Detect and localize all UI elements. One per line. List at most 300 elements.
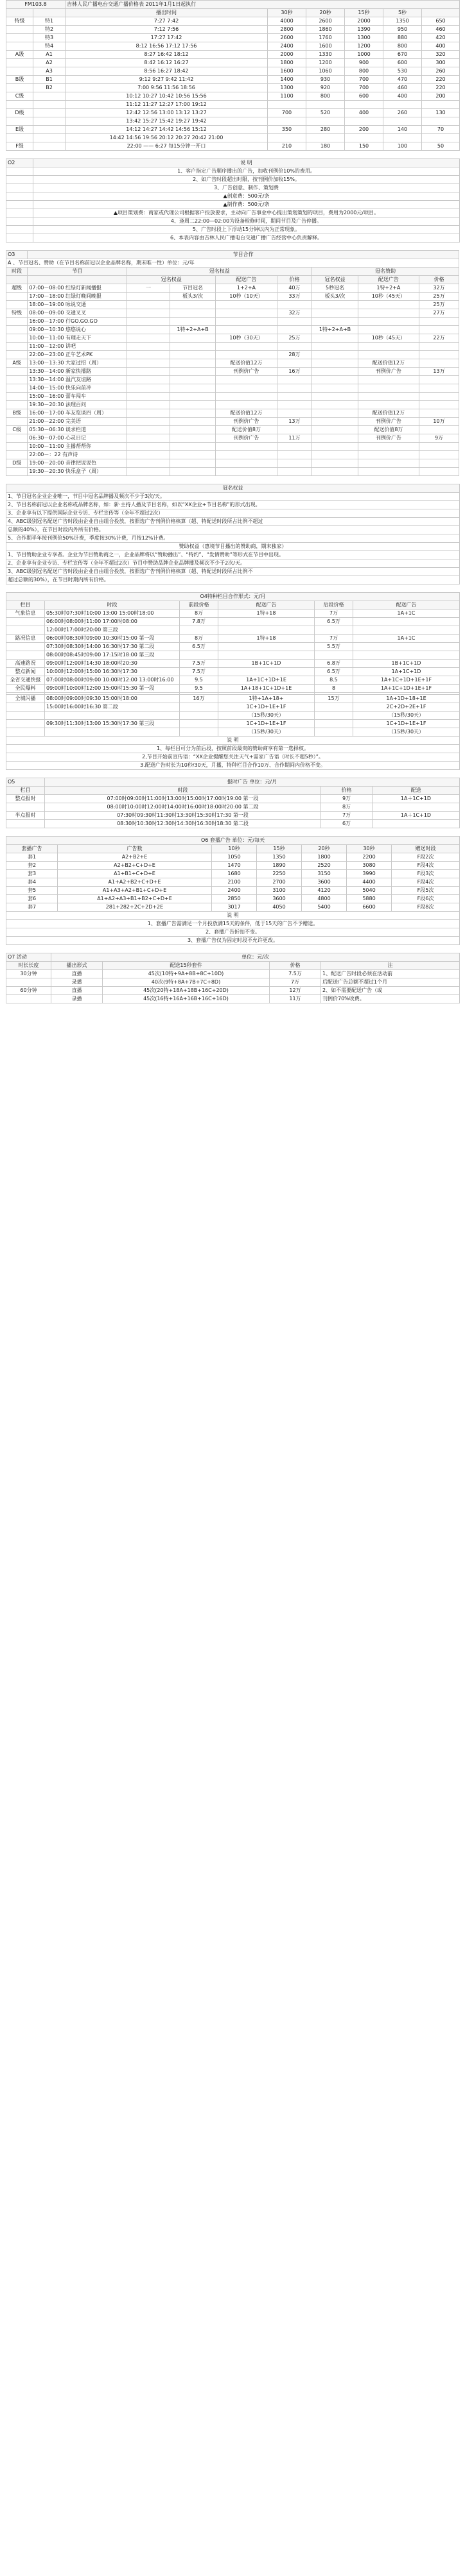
o6-head-pkg: 套播广告 bbox=[6, 845, 58, 853]
table-cell: 1330 bbox=[306, 51, 345, 59]
table-cell: 09:30时11:30时13:00 15:30时17:30 第三段 bbox=[45, 720, 180, 728]
table-cell bbox=[6, 67, 33, 76]
table-cell: 6、本表内容由吉林人民广播电台交通广播广告经营中心负责解释。 bbox=[33, 234, 460, 243]
fm-row bbox=[6, 34, 460, 42]
o4-row bbox=[6, 643, 460, 651]
table-cell: 6.5万 bbox=[180, 643, 218, 651]
table-cell bbox=[216, 326, 277, 334]
sponsor-row bbox=[6, 376, 459, 384]
table-cell: ▲创意费：500元/条 bbox=[33, 192, 460, 201]
table-cell: 22万 bbox=[419, 334, 459, 343]
table-cell: 刊例价广告 bbox=[358, 418, 419, 426]
table-cell: 4、逢周二22:00—02:00为设备检修时间，期间节目及广告停播。 bbox=[33, 218, 460, 226]
table-cell bbox=[6, 418, 28, 426]
table-cell: 08:30时10:30时12:30时14:30时16:30时18:30 第二段 bbox=[45, 820, 321, 828]
table-cell: 1+2+A bbox=[216, 284, 277, 293]
table-cell: 刊例价广告 bbox=[358, 434, 419, 443]
table-cell: 3150 bbox=[302, 870, 347, 878]
rights-row bbox=[6, 526, 460, 534]
table-cell: 1A+1C+1D+1E+1F bbox=[353, 685, 460, 693]
table-cell: 1A+1C+1D+1E+1F bbox=[353, 676, 460, 685]
table-cell bbox=[216, 309, 277, 318]
note-row bbox=[6, 234, 460, 243]
table-cell bbox=[312, 434, 358, 443]
table-cell bbox=[127, 459, 170, 468]
o3-title: 节目合作 bbox=[28, 251, 459, 259]
table-cell: F段5次 bbox=[392, 887, 460, 895]
table-cell bbox=[6, 184, 33, 192]
table-cell bbox=[127, 376, 170, 384]
table-cell bbox=[127, 343, 170, 351]
table-cell: 套2 bbox=[6, 862, 58, 870]
table-cell: 08:00时10:00时12:00时14:00时16:00时18:00时20:00 第二段 bbox=[45, 803, 321, 812]
fm-row bbox=[6, 142, 460, 151]
table-cell bbox=[33, 126, 66, 134]
table-cell bbox=[312, 451, 358, 459]
o6-note-title bbox=[6, 912, 460, 920]
table-cell bbox=[306, 101, 345, 109]
o5-table bbox=[6, 778, 460, 828]
table-cell: 1特+18 bbox=[218, 610, 315, 618]
sponsor-row bbox=[6, 326, 459, 334]
table-cell bbox=[6, 720, 45, 728]
table-cell: 2200 bbox=[347, 853, 392, 862]
o6-head-30s: 30秒 bbox=[347, 845, 392, 853]
table-cell bbox=[170, 426, 215, 434]
table-cell: 14:42 14:56 19:56 20:12 20:27 20:42 21:00 bbox=[66, 134, 268, 142]
table-cell bbox=[127, 393, 170, 401]
table-cell bbox=[315, 651, 353, 660]
table-cell bbox=[6, 176, 33, 184]
table-cell bbox=[312, 443, 358, 451]
table-cell bbox=[216, 451, 277, 459]
table-cell: 9万 bbox=[321, 795, 373, 803]
table-cell: 10秒（10天） bbox=[216, 293, 277, 301]
fm-row bbox=[6, 17, 460, 26]
fm-row bbox=[6, 84, 460, 92]
sponsor-row bbox=[6, 351, 459, 359]
o5-code: O5 bbox=[6, 778, 45, 787]
table-cell: 1特+2+A bbox=[358, 284, 419, 293]
table-cell bbox=[277, 426, 312, 434]
table-cell: B级 bbox=[6, 76, 33, 84]
table-cell: 5400 bbox=[302, 903, 347, 912]
table-cell: 50 bbox=[422, 142, 460, 151]
sponsor-row bbox=[6, 368, 459, 376]
o4-row bbox=[6, 668, 460, 676]
table-cell: A级 bbox=[6, 359, 28, 368]
o7-title: 单位：元/次 bbox=[51, 953, 460, 962]
table-cell bbox=[419, 376, 459, 384]
table-cell: C级 bbox=[6, 426, 28, 434]
table-cell: 280 bbox=[306, 126, 345, 134]
table-cell bbox=[419, 426, 459, 434]
o7-table bbox=[6, 953, 460, 1003]
table-cell bbox=[6, 34, 33, 42]
table-cell: 1特+18 bbox=[218, 635, 315, 643]
table-cell: 6.8万 bbox=[315, 660, 353, 668]
table-cell bbox=[6, 326, 28, 334]
table-cell: 800 bbox=[306, 92, 345, 101]
table-cell: 1特+2+A+B bbox=[170, 326, 215, 334]
table-cell bbox=[306, 117, 345, 126]
table-cell: 700 bbox=[268, 109, 306, 117]
table-cell bbox=[170, 451, 215, 459]
table-cell: 16万 bbox=[180, 695, 218, 703]
rights-row bbox=[6, 509, 460, 518]
table-cell bbox=[6, 301, 28, 309]
table-cell bbox=[6, 820, 45, 828]
table-cell: 150 bbox=[345, 142, 383, 151]
table-cell: 1800 bbox=[302, 853, 347, 862]
sponsor-row bbox=[6, 334, 459, 343]
table-cell: 16万 bbox=[277, 368, 312, 376]
table-cell: 2、如广告时段超出时限，按刊例价加收15%。 bbox=[33, 176, 460, 184]
table-cell bbox=[419, 359, 459, 368]
table-cell: 13:30－14:00 温汽友谊路 bbox=[28, 376, 127, 384]
table-cell: 7:12 7:56 bbox=[66, 26, 268, 34]
rights-row bbox=[6, 501, 460, 509]
table-cell bbox=[127, 451, 170, 459]
rights-row bbox=[6, 534, 460, 543]
table-cell: 220 bbox=[422, 84, 460, 92]
table-cell: 3017 bbox=[212, 903, 257, 912]
table-cell: 特2 bbox=[33, 26, 66, 34]
table-cell: 5、合作期半年按刊例价50%计费，季度按30%计费，月按12%计费。 bbox=[6, 534, 460, 543]
table-cell: 板头3/次 bbox=[170, 293, 215, 301]
table-cell: 6600 bbox=[347, 903, 392, 912]
sponsor-row bbox=[6, 459, 459, 468]
table-cell bbox=[180, 703, 218, 712]
table-cell: 470 bbox=[383, 76, 422, 84]
table-cell: 超过总额的30%），在节目时期内所有价格。 bbox=[6, 576, 460, 584]
table-cell: 350 bbox=[268, 126, 306, 134]
table-cell bbox=[419, 459, 459, 468]
table-cell bbox=[6, 318, 28, 326]
table-cell bbox=[170, 443, 215, 451]
table-cell: 1A＋1C+1D bbox=[373, 795, 460, 803]
table-cell bbox=[312, 393, 358, 401]
table-cell bbox=[312, 301, 358, 309]
table-cell: A2 bbox=[33, 59, 66, 67]
table-cell: 1300 bbox=[268, 84, 306, 92]
table-cell bbox=[383, 101, 422, 109]
o6-row bbox=[6, 903, 460, 912]
table-cell: 套1 bbox=[6, 853, 58, 862]
table-cell: 2400 bbox=[268, 42, 306, 51]
table-cell bbox=[216, 459, 277, 468]
table-cell bbox=[358, 301, 419, 309]
table-cell: 700 bbox=[345, 76, 383, 84]
table-cell bbox=[312, 426, 358, 434]
table-cell: 10:00时12:00时15:00 16:30时17:30 bbox=[45, 668, 180, 676]
table-cell: 100 bbox=[383, 142, 422, 151]
o3-head-naming: 冠名权益 bbox=[127, 268, 312, 276]
table-cell: 5、广告时段上下浮动15分钟以内为正常现象。 bbox=[33, 226, 460, 234]
table-cell: 05:30－06:30 谈求栏道 bbox=[28, 426, 127, 434]
table-cell bbox=[170, 351, 215, 359]
table-cell: 16:00－17:00 车友览谈四（周） bbox=[28, 409, 127, 418]
table-cell bbox=[277, 443, 312, 451]
table-cell: 4050 bbox=[257, 903, 302, 912]
table-cell: 8万 bbox=[180, 610, 218, 618]
table-cell bbox=[312, 418, 358, 426]
table-cell: 3080 bbox=[347, 862, 392, 870]
table-cell bbox=[170, 318, 215, 326]
table-cell bbox=[6, 643, 45, 651]
table-cell: 1470 bbox=[212, 862, 257, 870]
table-cell: 13:42 15:27 15:42 19:27 19:42 bbox=[66, 117, 268, 126]
table-cell: 特级 bbox=[6, 309, 28, 318]
table-cell: 800 bbox=[383, 42, 422, 51]
rights-title-naming: 冠名权益 bbox=[6, 484, 460, 493]
table-cell bbox=[6, 192, 33, 201]
table-cell bbox=[419, 393, 459, 401]
table-cell: 2400 bbox=[212, 887, 257, 895]
table-cell: ▲项目策划费：商家或代理公司根据客户投放要求，主动向广告事业中心提出策划策划的项目，费用为2000元/项目。 bbox=[33, 209, 460, 218]
table-cell: 配送价值8万 bbox=[216, 426, 277, 434]
o5-row bbox=[6, 795, 460, 803]
table-cell bbox=[419, 343, 459, 351]
table-cell bbox=[277, 301, 312, 309]
o3-head-program: 节目 bbox=[28, 268, 127, 276]
fm-row bbox=[6, 92, 460, 101]
table-cell: 950 bbox=[383, 26, 422, 34]
o4-note bbox=[6, 745, 460, 753]
table-cell: 19:30－20:30 法理百问 bbox=[28, 401, 127, 409]
table-cell bbox=[180, 728, 218, 737]
table-cell: 12:42 12:56 13:00 13:12 13:27 bbox=[66, 109, 268, 117]
table-cell: 33万 bbox=[277, 293, 312, 301]
table-cell bbox=[6, 443, 28, 451]
table-cell: 1400 bbox=[268, 76, 306, 84]
table-cell: 10秒（45天） bbox=[358, 334, 419, 343]
table-cell: 14:12 14:27 14:42 14:56 15:12 bbox=[66, 126, 268, 134]
table-cell: （15秒/30天） bbox=[353, 712, 460, 720]
table-cell: F段6次 bbox=[392, 895, 460, 903]
table-cell bbox=[6, 101, 33, 109]
table-cell bbox=[315, 712, 353, 720]
sponsor-row bbox=[6, 301, 459, 309]
table-cell bbox=[315, 720, 353, 728]
table-cell: 2000 bbox=[268, 51, 306, 59]
table-cell: A2+B2+C+D+E bbox=[58, 862, 212, 870]
table-cell bbox=[6, 134, 33, 142]
o3-head-bonus: 配送广告 bbox=[216, 276, 277, 284]
table-cell: 路况信息 bbox=[6, 635, 45, 643]
table-cell bbox=[358, 326, 419, 334]
o6-row bbox=[6, 887, 460, 895]
table-cell bbox=[277, 318, 312, 326]
table-cell: 全民爆料 bbox=[6, 685, 45, 693]
table-cell bbox=[358, 318, 419, 326]
table-cell bbox=[315, 703, 353, 712]
table-cell: 21:00－22:00 完美语 bbox=[28, 418, 127, 426]
table-cell: 直播 bbox=[51, 970, 103, 978]
table-cell: 17:00－18:00 红绿灯晚间晚报 bbox=[28, 293, 127, 301]
table-cell bbox=[422, 117, 460, 126]
table-cell bbox=[127, 384, 170, 393]
sponsor-row bbox=[6, 418, 459, 426]
o4-note bbox=[6, 762, 460, 770]
table-cell: 930 bbox=[306, 76, 345, 84]
o4-head-back: 后段价格 bbox=[315, 601, 353, 610]
table-cell: 1A+1C bbox=[353, 635, 460, 643]
table-cell bbox=[170, 434, 215, 443]
table-cell: 刊例价70%收费。 bbox=[321, 995, 460, 1003]
table-cell: 气象信息 bbox=[6, 610, 45, 618]
fm-row bbox=[6, 59, 460, 67]
table-cell: 1C+1D+1E+1F bbox=[218, 720, 315, 728]
table-cell: 套7 bbox=[6, 903, 58, 912]
table-cell: 45次(20特+18A+18B+16C+20D) bbox=[103, 987, 270, 995]
table-cell bbox=[180, 626, 218, 635]
o4-head-front: 前段价格 bbox=[180, 601, 218, 610]
table-cell: 8:42 16:12 16:27 bbox=[66, 59, 268, 67]
table-cell: 1A+18+1C+1D+1E bbox=[218, 685, 315, 693]
table-cell bbox=[277, 359, 312, 368]
table-cell: 4120 bbox=[302, 887, 347, 895]
table-cell: 1A+1C+1D bbox=[353, 668, 460, 676]
o5-head-col: 栏目 bbox=[6, 787, 45, 795]
table-cell: 1C+1D+1E+1F bbox=[218, 703, 315, 712]
table-cell: A1+A3+A2+B1+C+D+E bbox=[58, 887, 212, 895]
table-cell bbox=[127, 326, 170, 334]
table-cell: 刊例价广告 bbox=[216, 434, 277, 443]
table-cell bbox=[127, 401, 170, 409]
table-cell: 22:00－23:00 正午艺术PK bbox=[28, 351, 127, 359]
table-cell: A2+B2+E bbox=[58, 853, 212, 862]
table-cell: 总额的40%），在节目时段内外所有价格。 bbox=[6, 526, 460, 534]
table-cell: 800 bbox=[345, 67, 383, 76]
table-cell bbox=[127, 434, 170, 443]
table-cell: 140 bbox=[383, 126, 422, 134]
table-cell bbox=[277, 468, 312, 476]
table-cell: 7万 bbox=[315, 635, 353, 643]
table-cell: 7.5万 bbox=[180, 668, 218, 676]
table-cell bbox=[127, 351, 170, 359]
o5-row bbox=[6, 820, 460, 828]
table-cell: 录播 bbox=[51, 978, 103, 987]
table-cell: B级 bbox=[6, 409, 28, 418]
sponsor-row bbox=[6, 443, 459, 451]
rate-card bbox=[6, 0, 459, 1003]
o4-row bbox=[6, 676, 460, 685]
note-row bbox=[6, 201, 460, 209]
table-cell: 180 bbox=[306, 142, 345, 151]
o3-head-sp-rights: 冠名权益 bbox=[312, 276, 358, 284]
table-cell: 1860 bbox=[306, 26, 345, 34]
table-cell: 2520 bbox=[302, 862, 347, 870]
table-cell bbox=[6, 401, 28, 409]
table-cell: 22:00－：22 有声诗 bbox=[28, 451, 127, 459]
table-cell: 1、节目冠名企业企业唯一，节目中冠名品牌播及频次不少于3次/天。 bbox=[6, 493, 460, 501]
fm-row bbox=[6, 51, 460, 59]
table-cell: 4000 bbox=[268, 17, 306, 26]
fm-header-20s: 20秒 bbox=[306, 9, 345, 17]
fm-code: FM103.8 bbox=[6, 1, 66, 9]
table-cell: 1000 bbox=[345, 51, 383, 59]
o6-row bbox=[6, 895, 460, 903]
table-cell bbox=[6, 393, 28, 401]
table-cell bbox=[312, 359, 358, 368]
table-cell: 超级 bbox=[6, 284, 28, 293]
o4-head-time: 时段 bbox=[45, 601, 180, 610]
rights-row bbox=[6, 493, 460, 501]
table-cell bbox=[419, 318, 459, 326]
table-cell bbox=[358, 309, 419, 318]
table-cell: 2、节目名称前冠以企业名称或品牌名称，如：新·主持人播及节目名称，如以“XX企业+节目名称”的形式出现。 bbox=[6, 501, 460, 509]
table-cell bbox=[277, 343, 312, 351]
table-cell bbox=[6, 218, 33, 226]
table-cell bbox=[127, 368, 170, 376]
table-cell: 60分钟 bbox=[6, 987, 51, 995]
note-row bbox=[6, 218, 460, 226]
table-cell: 整点新闻 bbox=[6, 668, 45, 676]
table-cell bbox=[170, 468, 215, 476]
table-cell: 1、套播广告需满足一个月投放满15天的条件，低于15天的广告不予赠送。 bbox=[6, 920, 460, 928]
table-cell: 520 bbox=[306, 109, 345, 117]
table-cell bbox=[170, 418, 215, 426]
note-row bbox=[6, 167, 460, 176]
table-cell bbox=[312, 343, 358, 351]
table-cell bbox=[312, 309, 358, 318]
o5-head-time: 时段 bbox=[45, 787, 321, 795]
sponsor-row bbox=[6, 401, 459, 409]
table-cell bbox=[33, 134, 66, 142]
table-cell: 10秒（30天） bbox=[216, 334, 277, 343]
table-cell bbox=[277, 393, 312, 401]
fm-header-15s: 15秒 bbox=[345, 9, 383, 17]
table-cell bbox=[170, 343, 215, 351]
table-cell: 420 bbox=[422, 34, 460, 42]
table-cell bbox=[33, 109, 66, 117]
table-cell bbox=[6, 167, 33, 176]
table-cell bbox=[127, 334, 170, 343]
table-cell bbox=[216, 376, 277, 384]
table-cell bbox=[180, 712, 218, 720]
table-cell: 400 bbox=[383, 92, 422, 101]
table-cell: 赞助权益（惠境节目播出的赞助商，期末独家） bbox=[6, 543, 460, 551]
sponsor-row bbox=[6, 293, 459, 301]
o6-row bbox=[6, 878, 460, 887]
table-cell bbox=[6, 703, 45, 712]
table-cell: 3990 bbox=[347, 870, 392, 878]
o4-head-bonus2: 配送广告 bbox=[353, 601, 460, 610]
table-cell bbox=[6, 59, 33, 67]
table-cell: 10:12 10:27 10:42 10:56 15:56 bbox=[66, 92, 268, 101]
fm-row bbox=[6, 117, 460, 126]
note-row bbox=[6, 192, 460, 201]
table-cell bbox=[218, 618, 315, 626]
table-cell: 1600 bbox=[268, 67, 306, 76]
table-cell: 13万 bbox=[419, 368, 459, 376]
table-cell: 130 bbox=[422, 109, 460, 117]
table-cell: 5880 bbox=[347, 895, 392, 903]
sponsor-row bbox=[6, 309, 459, 318]
o4-row bbox=[6, 720, 460, 728]
table-cell: 1特+1A+18+ bbox=[218, 695, 315, 703]
table-cell: 260 bbox=[383, 109, 422, 117]
table-cell bbox=[6, 468, 28, 476]
table-cell: F级 bbox=[6, 142, 33, 151]
table-cell bbox=[277, 376, 312, 384]
table-cell: 40万 bbox=[277, 284, 312, 293]
o2-code: O2 bbox=[6, 159, 33, 167]
o6-note bbox=[6, 928, 460, 937]
table-cell: 06:00时08:00时11:00 17:00时08:00 bbox=[45, 618, 180, 626]
table-cell: 1、客户指定广告顺序播出的广告，加收刊例价10%的费用。 bbox=[33, 167, 460, 176]
